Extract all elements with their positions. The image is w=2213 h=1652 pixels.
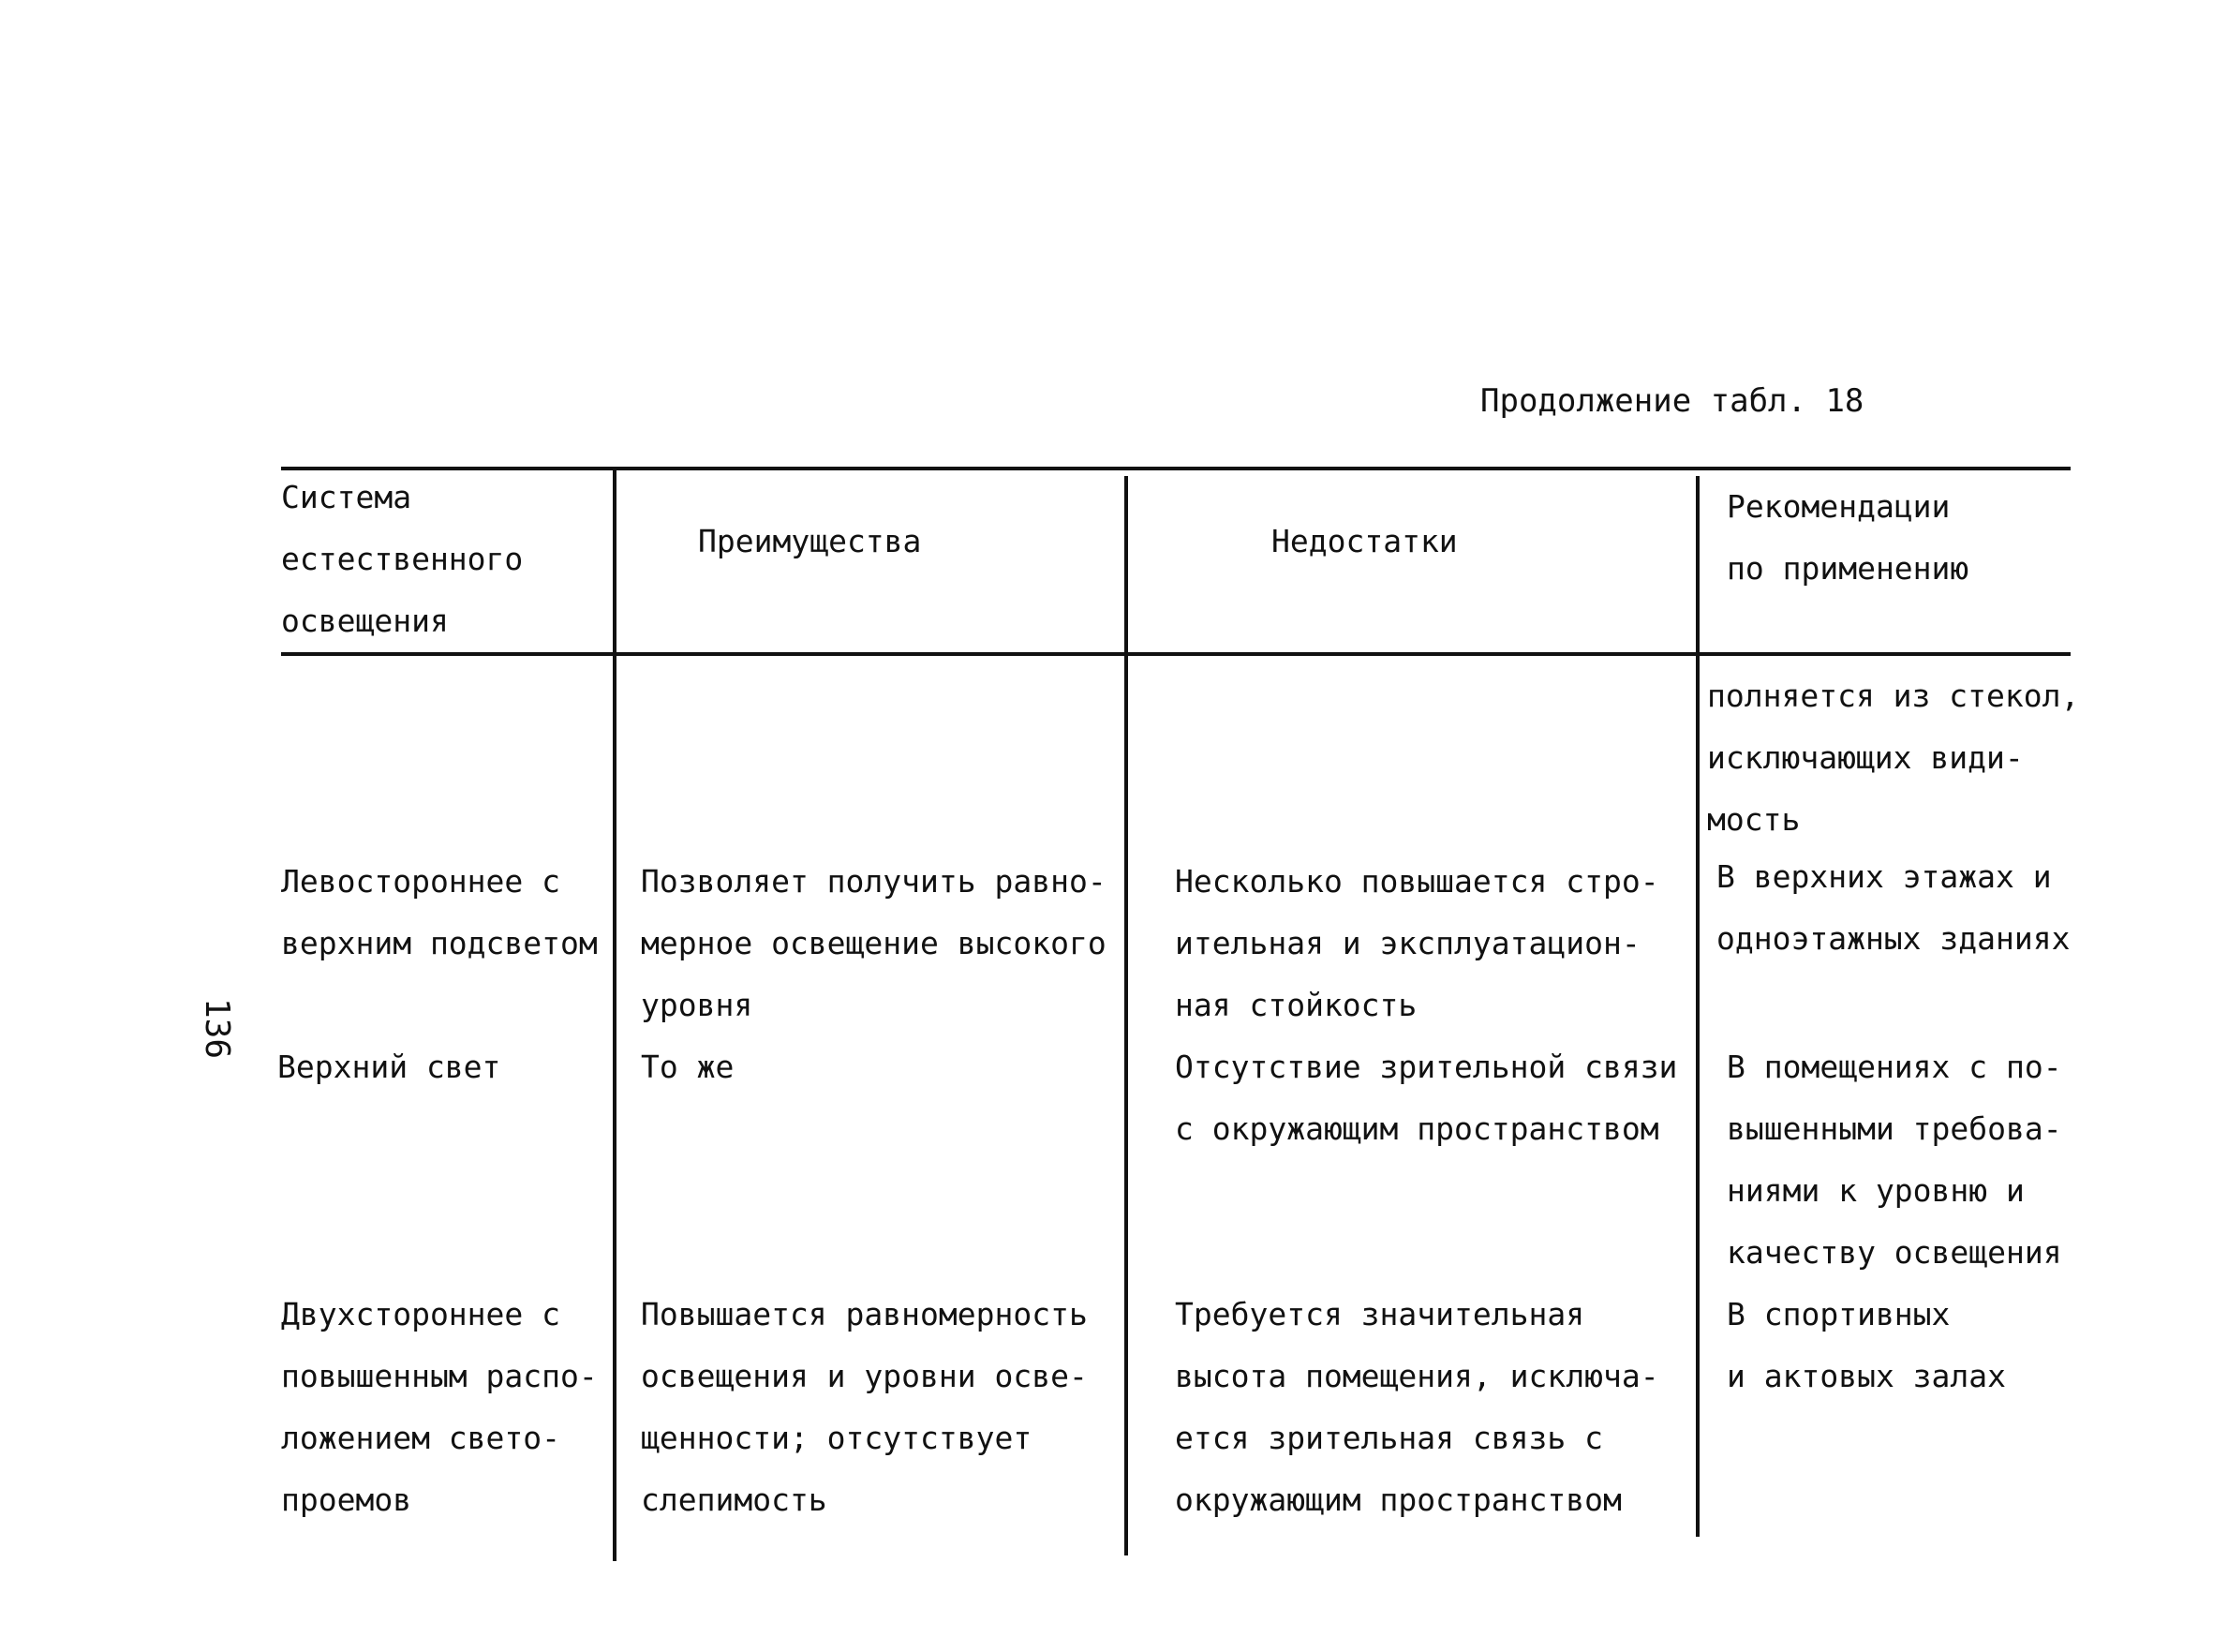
row2-disadvantages-line: с окружающим пространством	[1175, 1110, 1659, 1147]
header-system	[281, 467, 523, 652]
continuation-line: полняется из стекол,	[1707, 677, 2080, 714]
row3-advantages-line: Повышается равномерность	[641, 1296, 1088, 1332]
header-bottom-rule	[281, 652, 2071, 656]
row2-disadvantages-line: Отсутствие зрительной связи	[1175, 1049, 1678, 1085]
row3-system	[281, 1284, 598, 1531]
row1-system-line: верхним подсветом	[281, 925, 598, 961]
column-divider-2	[1124, 476, 1128, 1555]
row2-disadvantages	[1175, 1036, 1677, 1160]
page-number: 136	[198, 998, 236, 1060]
table-top-rule	[281, 467, 2071, 470]
header-system-line: освещения	[281, 603, 449, 639]
row1-advantages-line: Позволяет получить равно-	[641, 863, 1106, 900]
row1-recommendations-line: В верхних этажах и	[1716, 858, 2052, 895]
row2-recommendations-line: В помещениях с по-	[1727, 1049, 2062, 1085]
row1-recommendations-line: одноэтажных зданиях	[1716, 920, 2071, 957]
row3-advantages-line: щенности; отсутствует	[641, 1420, 1032, 1456]
row2-advantages-line: То же	[641, 1049, 735, 1085]
row3-disadvantages-line: окружающим пространством	[1175, 1481, 1622, 1518]
row3-system-line: повышенным распо-	[281, 1358, 598, 1394]
header-disadvantages	[1271, 511, 1458, 573]
row3-disadvantages-line: высота помещения, исключа-	[1175, 1358, 1659, 1394]
header-recommendations	[1727, 476, 1968, 600]
row1-recommendations	[1716, 846, 2071, 970]
row3-disadvantages-line: ется зрительная связь с	[1175, 1420, 1603, 1456]
row3-system-line: проемов	[281, 1481, 412, 1518]
header-advantages	[698, 511, 921, 573]
row1-disadvantages-line: ная стойкость	[1175, 987, 1418, 1023]
row3-recommendations-line: В спортивных	[1727, 1296, 1951, 1332]
row2-system	[277, 1036, 500, 1098]
recommendations-continuation	[1707, 665, 2079, 851]
row3-recommendations	[1727, 1284, 2006, 1407]
row1-advantages-line: мерное освещение высокого	[641, 925, 1106, 961]
row2-recommendations-line: ниями к уровню и	[1727, 1172, 2025, 1209]
row3-advantages-line: слепимость	[641, 1481, 827, 1518]
continuation-line: мость	[1707, 801, 1801, 838]
header-recommendations-line: Рекомендации	[1727, 488, 1951, 525]
row2-advantages	[641, 1036, 734, 1098]
row3-system-line: ложением свето-	[281, 1420, 561, 1456]
row2-recommendations	[1727, 1036, 2062, 1284]
row3-disadvantages-line: Требуется значительная	[1175, 1296, 1585, 1332]
header-system-line: Система	[281, 479, 412, 515]
row3-system-line: Двухстороннее с	[281, 1296, 561, 1332]
row1-advantages	[641, 851, 1106, 1036]
row3-advantages	[641, 1284, 1088, 1531]
header-disadvantages-line: Недостатки	[1271, 523, 1458, 559]
row2-recommendations-line: вышенными требова-	[1727, 1110, 2062, 1147]
row1-advantages-line: уровня	[641, 987, 753, 1023]
table-caption: Продолжение табл. 18	[1480, 382, 1864, 420]
column-divider-1	[613, 467, 616, 1561]
header-system-line: естественного	[281, 541, 524, 577]
row2-recommendations-line: качеству освещения	[1727, 1234, 2062, 1271]
row1-system	[281, 851, 598, 975]
row1-disadvantages-line: ительная и эксплуатацион-	[1175, 925, 1641, 961]
row1-system-line: Левостороннее с	[281, 863, 561, 900]
header-advantages-line: Преимущества	[698, 523, 922, 559]
continuation-line: исключающих види-	[1707, 739, 2024, 776]
header-recommendations-line: по применению	[1727, 550, 1969, 587]
row2-system-line: Верхний свет	[277, 1049, 501, 1085]
row1-disadvantages	[1175, 851, 1659, 1036]
row3-advantages-line: освещения и уровни осве-	[641, 1358, 1088, 1394]
row3-disadvantages	[1175, 1284, 1659, 1531]
column-divider-3	[1696, 476, 1700, 1537]
row3-recommendations-line: и актовых залах	[1727, 1358, 2007, 1394]
row1-disadvantages-line: Несколько повышается стро-	[1175, 863, 1659, 900]
